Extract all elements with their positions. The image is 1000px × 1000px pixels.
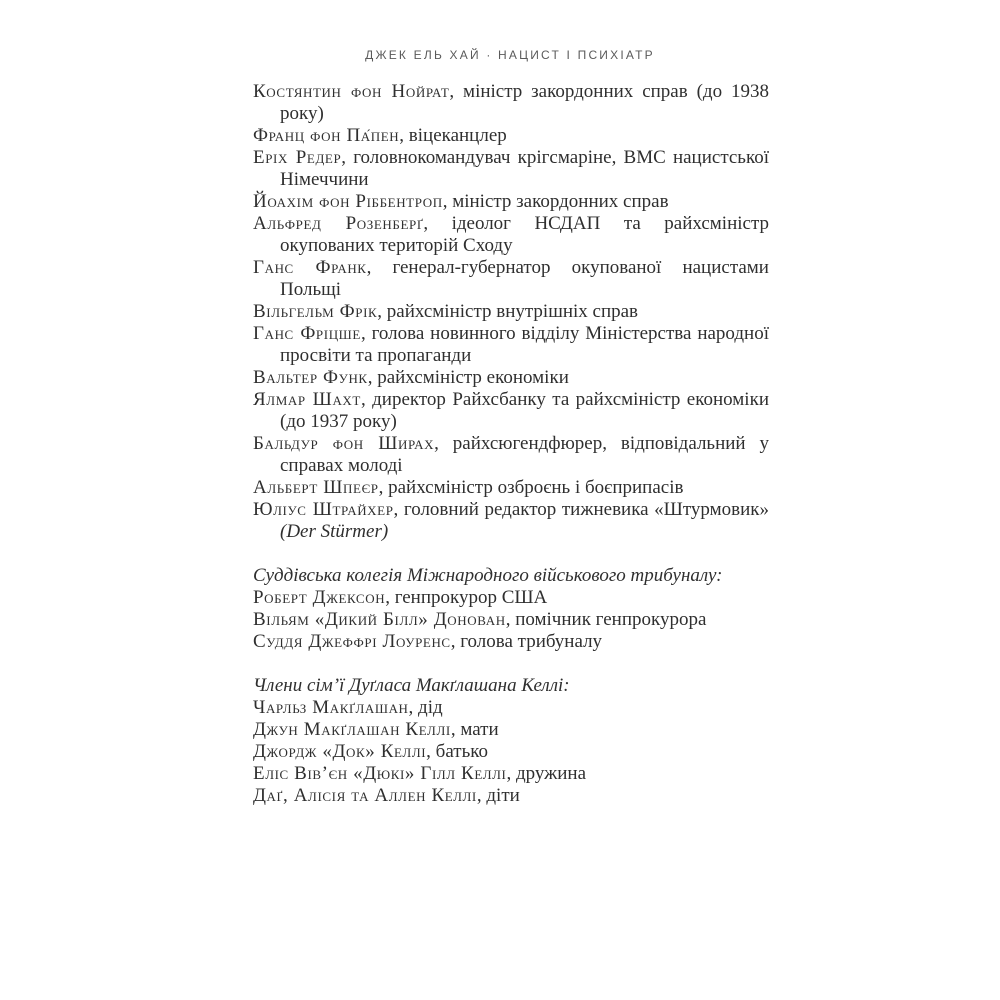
entry-description: , міністр закордонних справ (до 1938 року) — [280, 81, 770, 124]
entry-description: , голова трибуналу — [450, 631, 603, 652]
cast-entry — [253, 785, 769, 807]
cast-entry — [253, 587, 769, 609]
entry-description: , віцеканцлер — [399, 125, 507, 146]
entry-description: , дід — [408, 697, 443, 718]
entry-name: Франц фон Па́пен — [253, 125, 400, 146]
entry-name: Джун Макґлашан Келлі — [253, 719, 451, 740]
cast-entry — [253, 147, 769, 191]
cast-entry — [253, 499, 769, 543]
cast-entry — [253, 367, 769, 389]
entry-description: , мати — [450, 719, 499, 740]
entry-name: Суддя Джеффрі Лоуренс — [253, 631, 451, 652]
entry-name: Йоахім фон Ріббентроп — [253, 191, 443, 212]
cast-entry — [253, 477, 769, 499]
entry-name: Даґ, Алісія та Аллен Келлі — [253, 785, 477, 806]
entry-name: Костянтин фон Нойрат — [253, 81, 450, 102]
entry-name: Вальтер Функ — [253, 367, 368, 388]
entry-italic-title: (Der Stürmer) — [280, 521, 389, 542]
entry-description: , дружина — [506, 763, 587, 784]
entry-name: Бальдур фон Ширах — [253, 433, 435, 454]
entry-name: Альберт Шпеєр — [253, 477, 379, 498]
entry-description: , райхсміністр озброєнь і боєприпасів — [378, 477, 684, 498]
entry-description: , райхсміністр економіки — [367, 367, 569, 388]
cast-section — [253, 81, 769, 543]
cast-section — [253, 565, 769, 653]
cast-entry — [253, 257, 769, 301]
entry-name: Чарльз Макґлашан — [253, 697, 409, 718]
cast-entry — [253, 301, 769, 323]
entry-name: Роберт Джексон — [253, 587, 386, 608]
entry-description: , головний редактор тижневика «Штурмовик» — [393, 499, 769, 520]
cast-entry — [253, 213, 769, 257]
cast-entry — [253, 697, 769, 719]
entry-name: Юліус Штрайхер — [253, 499, 394, 520]
section-heading: Члени сім’ї Дуґласа Макґлашана Келлі: — [253, 675, 570, 696]
cast-list — [253, 81, 769, 807]
entry-name: Еріх Редер — [253, 147, 342, 168]
entry-name: Вільгельм Фрік — [253, 301, 378, 322]
entry-description: , генпрокурор США — [385, 587, 548, 608]
entry-name: Ганс Фріцше — [253, 323, 361, 344]
cast-entry — [253, 763, 769, 785]
cast-entry — [253, 741, 769, 763]
entry-name: Еліс Вів’єн «Дюкі» Гілл Келлі — [253, 763, 507, 784]
entry-description: , директор Райхсбанку та райхсміністр економіки (до 1937 року) — [280, 389, 769, 432]
entry-description: , ідеолог НСДАП та райхсміністр окупованих територій Сходу — [280, 213, 769, 256]
cast-entry — [253, 719, 769, 741]
cast-entry — [253, 609, 769, 631]
cast-entry — [253, 433, 769, 477]
entry-description: , генерал-губернатор окупованої нацистами Польщі — [280, 257, 769, 300]
cast-entry — [253, 81, 769, 125]
entry-name: Альфред Розенберґ — [253, 213, 424, 234]
section-heading: Суддівська колегія Міжнародного військового трибуналу: — [253, 565, 723, 586]
entry-name: Ялмар Шахт — [253, 389, 361, 410]
entry-name: Ганс Франк — [253, 257, 367, 278]
entry-description: , райхсюгендфюрер, відповідальний у справах молоді — [280, 433, 769, 476]
entry-description: , міністр закордонних справ — [442, 191, 669, 212]
entry-description: , голова новинного відділу Міністерства народної просвіти та пропаганди — [280, 323, 769, 366]
entry-name: Вільям «Дикий Білл» Донован — [253, 609, 506, 630]
entry-description: , батько — [426, 741, 489, 762]
cast-section — [253, 675, 769, 807]
entry-description: , головнокомандувач крігсмаріне, ВМС нацистської Німеччини — [280, 147, 769, 190]
entry-description: , райхсміністр внутрішніх справ — [377, 301, 639, 322]
entry-description: , діти — [476, 785, 520, 806]
entry-description: , помічник генпрокурора — [505, 609, 707, 630]
entry-name: Джордж «Док» Келлі — [253, 741, 427, 762]
cast-entry — [253, 389, 769, 433]
running-header: ДЖЕК ЕЛЬ ХАЙ · НАЦИСТ І ПСИХІАТР — [365, 48, 655, 62]
cast-entry — [253, 191, 769, 213]
cast-entry — [253, 323, 769, 367]
cast-entry — [253, 125, 769, 147]
cast-entry — [253, 631, 769, 653]
